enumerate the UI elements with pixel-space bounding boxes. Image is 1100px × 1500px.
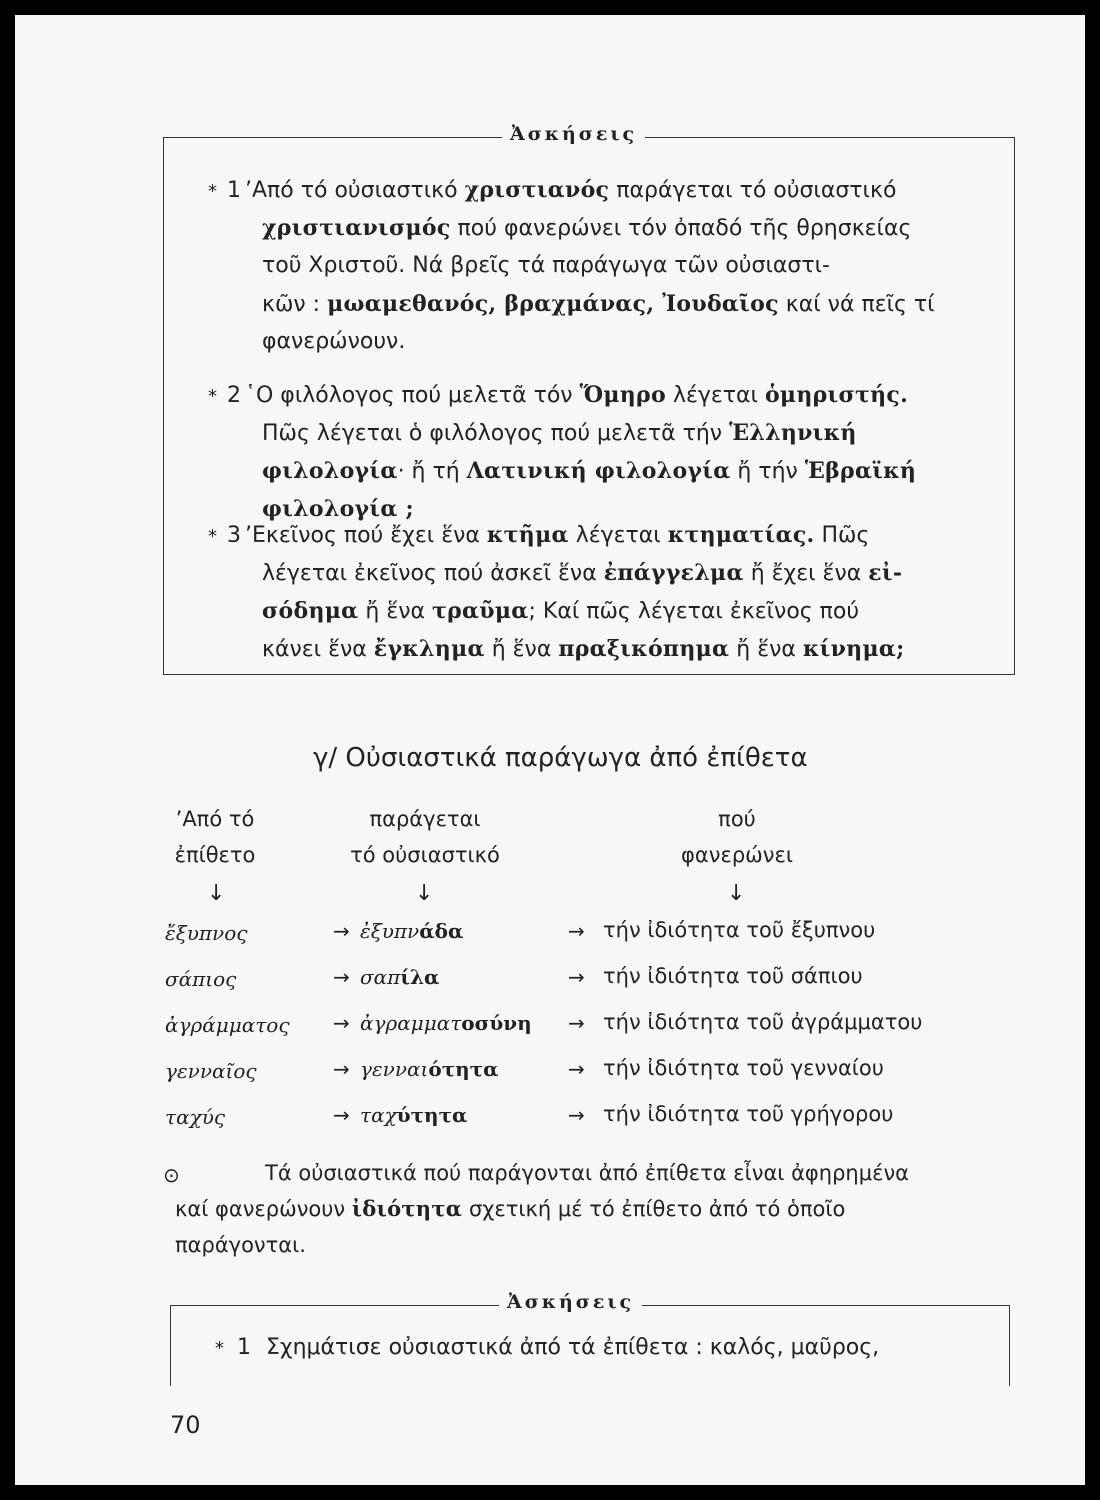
- arrow-down-icon: ↓: [727, 881, 746, 906]
- keyword: μωαμεθανός, βραχμάνας, Ἰουδαῖος: [327, 291, 779, 317]
- header-col3-line1: πού: [718, 807, 756, 831]
- header-col3-line2: φανερώνει: [681, 843, 793, 867]
- noun-suffix: ότητα: [428, 1057, 499, 1081]
- noun-stem: ἀγραμματ: [360, 1011, 462, 1035]
- arrow-right-icon: →: [568, 1057, 585, 1081]
- header-col2-line1: παράγεται: [369, 807, 481, 831]
- derived-noun: [360, 1057, 499, 1081]
- arrow-right-icon: →: [333, 965, 350, 989]
- derived-noun: [360, 919, 463, 943]
- arrow-right-icon: →: [333, 1011, 350, 1035]
- derived-noun: [360, 965, 439, 989]
- arrow-right-icon: →: [333, 1103, 350, 1127]
- adjective: γενναῖος: [165, 1059, 257, 1083]
- exercise-text: πού φανερώνει τόν ὀπαδό τῆς θρησκείας: [450, 216, 912, 241]
- keyword: κίνημα;: [802, 636, 905, 662]
- exercise-text: λέγεται: [568, 523, 668, 548]
- arrow-down-icon: ↓: [415, 881, 434, 906]
- arrow-down-icon: ↓: [207, 881, 226, 906]
- keyword: Λατινική φιλολογία: [466, 458, 731, 484]
- keyword: Ὅμηρο: [579, 382, 666, 408]
- keyword: ἐπάγγελμα: [603, 560, 744, 586]
- keyword: Ἑλληνική: [729, 420, 857, 446]
- keyword: σόδημα: [262, 598, 359, 624]
- keyword: πραξικόπημα: [558, 636, 730, 662]
- exercise-1-line: [262, 327, 405, 357]
- exercise-text: ’Εκεῖνος πού ἔχει ἕνα: [245, 523, 487, 548]
- exercise-1-line: [262, 251, 830, 281]
- arrow-right-icon: →: [568, 919, 585, 943]
- keyword: κτηματίας.: [667, 522, 815, 548]
- exercise-text: λέγεται: [665, 383, 765, 408]
- arrow-right-icon: →: [333, 1057, 350, 1081]
- exercise-2-line: [208, 380, 908, 412]
- exercise-3-line: [262, 596, 859, 627]
- exercise-text: φανερώνουν.: [262, 329, 406, 354]
- meaning: τήν ἰδιότητα τοῦ γενναίου: [603, 1056, 884, 1080]
- exercise-text: κῶν :: [262, 292, 328, 317]
- exercise-text: ἤ ἕνα: [729, 637, 803, 662]
- exercises-box-1-title: Ἀσκήσεις: [502, 123, 645, 145]
- page-number: 70: [170, 1411, 201, 1439]
- adjective: ἔξυπνος: [165, 921, 248, 945]
- note-text: σχετική μέ τό ἐπίθετο ἀπό τό ὁποῖο: [462, 1197, 846, 1221]
- note-line-1: Τά οὐσιαστικά πού παράγονται ἀπό ἐπίθετα εἶναι ἀφηρημένα: [265, 1161, 910, 1185]
- keyword: κτῆμα: [486, 522, 569, 548]
- noun-stem: γενναι: [360, 1057, 429, 1081]
- adjective: ἀγράμματος: [165, 1013, 290, 1037]
- exercise-number: 1: [237, 1335, 251, 1360]
- adjective: ταχύς: [165, 1105, 226, 1129]
- adjective: σάπιος: [165, 967, 237, 991]
- noun-suffix: οσύνη: [461, 1011, 532, 1035]
- meaning: τήν ἰδιότητα τοῦ ἀγράμματου: [603, 1010, 923, 1034]
- noun-stem: σαπ: [360, 965, 401, 989]
- note-icon: ⊙: [163, 1163, 180, 1187]
- note-text: καί φανερώνουν: [175, 1197, 352, 1221]
- exercise-text: ’Από τό οὐσιαστικό: [245, 178, 465, 203]
- exercise-number: 1: [227, 178, 241, 203]
- arrow-right-icon: →: [568, 965, 585, 989]
- keyword: τραῦμα: [432, 598, 529, 624]
- exercise-text: ; Καί πῶς λέγεται ἐκεῖνος πού: [528, 599, 860, 624]
- exercise-text: καί νά πεῖς τί: [778, 292, 935, 317]
- exercise-2-line: [262, 456, 916, 487]
- exercise-text: ἤ ἕνα: [358, 599, 433, 624]
- exercise-text: ἤ τήν: [730, 459, 805, 484]
- arrow-right-icon: →: [568, 1103, 585, 1127]
- exercise-text: ἤ ἔχει ἕνα: [743, 561, 869, 586]
- keyword: ὁμηριστής.: [764, 382, 909, 408]
- keyword: φιλολογία ;: [262, 496, 414, 522]
- meaning: τήν ἰδιότητα τοῦ γρήγορου: [603, 1102, 894, 1126]
- note-line-3: παράγονται.: [175, 1233, 306, 1257]
- exercise-2-1: [215, 1333, 879, 1364]
- keyword: χριστιανός: [464, 177, 610, 203]
- noun-suffix: άδα: [419, 919, 464, 943]
- noun-suffix: ίλα: [400, 965, 440, 989]
- meaning: τήν ἰδιότητα τοῦ σάπιου: [603, 964, 863, 988]
- exercise-number: 2: [227, 383, 241, 408]
- exercise-2-line: [262, 418, 857, 449]
- exercise-text: Πῶς: [814, 523, 870, 548]
- arrow-right-icon: →: [333, 919, 350, 943]
- derived-noun: [360, 1103, 467, 1127]
- exercise-1-line: [208, 175, 896, 207]
- exercise-text: Σχημάτισε οὐσιαστικά ἀπό τά ἐπίθετα : καλός, μαῦρος,: [266, 1335, 880, 1360]
- exercise-text: ῾Ο φιλόλογος πού μελετᾶ τόν: [245, 383, 580, 408]
- arrow-right-icon: →: [568, 1011, 585, 1035]
- star-icon: *: [208, 181, 217, 202]
- exercise-1-line: [262, 289, 935, 320]
- exercise-3-line: [262, 634, 905, 665]
- noun-stem: ταχ: [360, 1103, 397, 1127]
- exercise-1-line: [262, 213, 911, 244]
- derived-noun: [360, 1011, 532, 1035]
- header-col1-line2: ἐπίθετο: [174, 843, 256, 867]
- exercise-text: λέγεται ἐκεῖνος πού ἀσκεῖ ἕνα: [262, 561, 604, 586]
- keyword: ἔγκλημα: [373, 636, 485, 662]
- exercise-text: κάνει ἕνα: [262, 637, 374, 662]
- exercise-number: 3: [227, 523, 241, 548]
- exercise-3-line: [208, 520, 869, 552]
- exercise-text: · ἤ τή: [397, 459, 467, 484]
- keyword: χριστιανισμός: [262, 215, 451, 241]
- book-page: [15, 15, 1085, 1485]
- section-heading: γ/ Οὐσιαστικά παράγωγα ἀπό ἐπίθετα: [313, 743, 808, 773]
- header-col2-line2: τό οὐσιαστικό: [350, 843, 500, 867]
- note-highlight: ἰδιότητα: [351, 1196, 463, 1221]
- exercise-text: Πῶς λέγεται ὁ φιλόλογος πού μελετᾶ τήν: [262, 421, 730, 446]
- exercise-3-line: [262, 558, 902, 589]
- exercise-text: παράγεται τό οὐσιαστικό: [609, 178, 897, 203]
- keyword: φιλολογία: [262, 458, 398, 484]
- note-line-2: [175, 1191, 845, 1227]
- exercises-box-2-title: Ἀσκήσεις: [499, 1291, 642, 1313]
- exercise-text: τοῦ Χριστοῦ. Νά βρεῖς τά παράγωγα τῶν οὐσιαστι-: [262, 253, 830, 278]
- noun-suffix: ύτητα: [396, 1103, 468, 1127]
- noun-stem: ἐξυπν: [360, 919, 420, 943]
- star-icon: *: [215, 1338, 224, 1359]
- star-icon: *: [208, 386, 217, 407]
- star-icon: *: [208, 526, 217, 547]
- keyword: εἰ-: [868, 560, 903, 586]
- exercise-text: ἤ ἕνα: [484, 637, 559, 662]
- keyword: Ἑβραϊκή: [804, 458, 917, 484]
- header-col1-line1: ’Από τό: [175, 807, 255, 831]
- meaning: τήν ἰδιότητα τοῦ ἔξυπνου: [603, 918, 876, 942]
